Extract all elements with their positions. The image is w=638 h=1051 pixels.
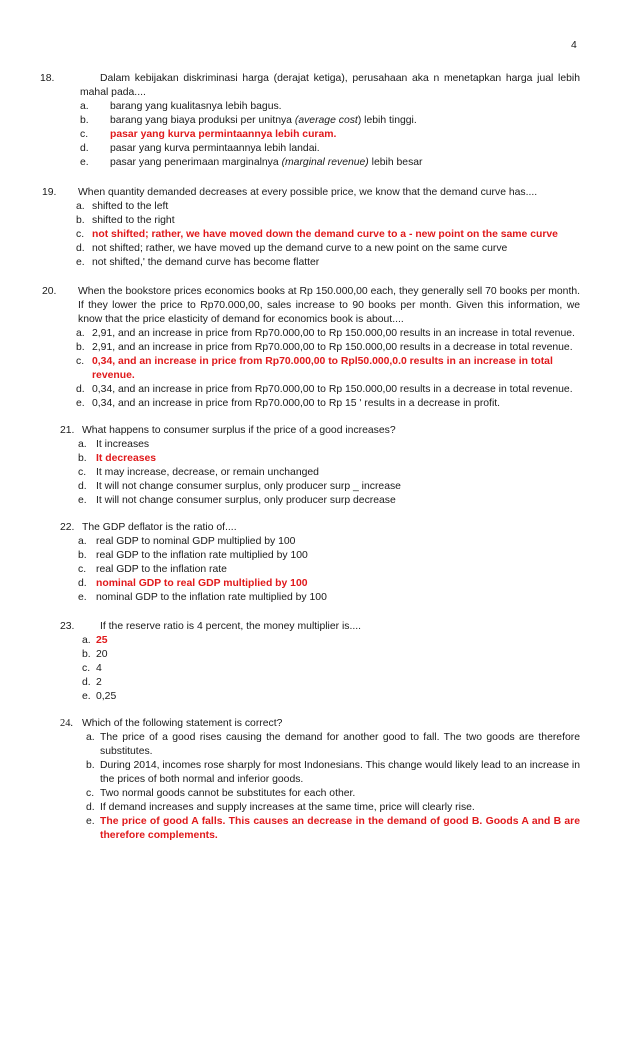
option-b: b. 20 <box>82 649 108 660</box>
option-a: a. The price of a good rises causing the demand for another good to fall. The two goods are therefore substitutes. <box>86 732 580 757</box>
option-d-correct-answer: d. nominal GDP to real GDP multiplied by 100 <box>78 578 308 589</box>
option-e: e. nominal GDP to the inflation rate multiplied by 100 <box>78 592 327 603</box>
question-text: When the bookstore prices economics books at Rp 150.000,00 each, they generally sell 70 books per month. If they lower the price to Rp70.000,00, sales increase to 90 books per month. Given this information, we know that the price elasticity of demand for economics book is about.... <box>78 286 580 325</box>
option-d: d. If demand increases and supply increases at the same time, price will clearly rise. <box>86 802 475 813</box>
question-number: 18. <box>40 73 55 84</box>
question-text: The GDP deflator is the ratio of.... <box>82 522 237 533</box>
option-e: e. 0,34, and an increase in price from Rp70.000,00 to Rp 15 ' results in a decrease in profit. <box>76 398 501 409</box>
option-e-correct-answer: e. The price of good A falls. This causes an decrease in the demand of good B. Goods A and B are therefore complements. <box>86 816 580 841</box>
question-stem <box>60 521 580 535</box>
question-number: 23. <box>60 621 75 632</box>
option-d: d. 2 <box>82 677 102 688</box>
question-23 <box>60 620 580 704</box>
option-c: c. Two normal goods cannot be substitutes for each other. <box>86 788 356 799</box>
option-b-correct-answer: b. It decreases <box>78 453 157 464</box>
question-text: Which of the following statement is correct? <box>82 718 283 729</box>
option-a: a. It increases <box>78 439 150 450</box>
option-d: d. It will not change consumer surplus, only producer surp _ increase <box>78 481 401 492</box>
question-stem <box>42 285 580 327</box>
option-a: a. 2,91, and an increase in price from Rp70.000,00 to Rp 150.000,00 results in an increase in total revenue. <box>76 328 575 339</box>
option-d: d. 0,34, and an increase in price from Rp70.000,00 to Rp 150.000,00 results in a decrease in total revenue. <box>76 384 573 395</box>
question-21 <box>60 424 580 508</box>
question-stem <box>60 424 580 438</box>
option-d: d. not shifted; rather, we have moved up the demand curve to a new point on the same curve <box>76 243 508 254</box>
option-b: b. real GDP to the inflation rate multiplied by 100 <box>78 550 308 561</box>
question-19 <box>42 186 580 270</box>
question-20 <box>42 285 580 411</box>
option-c: c. 4 <box>82 663 102 674</box>
question-22 <box>60 521 580 605</box>
option-a-correct-answer: a. 25 <box>82 635 108 646</box>
option-b: b. shifted to the right <box>76 215 175 226</box>
option-a: a. barang yang kualitasnya lebih bagus. <box>80 101 282 112</box>
option-c: c. It may increase, decrease, or remain unchanged <box>78 467 319 478</box>
option-e: e. pasar yang penerimaan marginalnya (marginal revenue) lebih besar <box>80 157 423 168</box>
question-number: 19. <box>42 187 57 198</box>
question-text: If the reserve ratio is 4 percent, the money multiplier is.... <box>100 621 362 632</box>
option-b: b. During 2014, incomes rose sharply for most Indonesians. This change would likely lead to an increase in the prices of both normal and inferior goods. <box>86 760 580 785</box>
option-e: e. not shifted,' the demand curve has become flatter <box>76 257 320 268</box>
question-stem <box>40 72 580 100</box>
option-b: b. barang yang biaya produksi per unitnya (average cost) lebih tinggi. <box>80 115 417 126</box>
option-c-correct-answer: c. pasar yang kurva permintaannya lebih curam. <box>80 129 337 140</box>
question-number: 24. <box>60 718 73 729</box>
question-text: What happens to consumer surplus if the price of a good increases? <box>82 425 396 436</box>
question-stem <box>60 620 580 634</box>
page-number: 4 <box>571 40 577 51</box>
option-a: a. real GDP to nominal GDP multiplied by 100 <box>78 536 296 547</box>
option-b: b. 2,91, and an increase in price from Rp70.000,00 to Rp 150.000,00 results in a decrease in total revenue. <box>76 342 573 353</box>
question-stem <box>60 717 580 731</box>
option-d: d. pasar yang kurva permintaannya lebih landai. <box>80 143 320 154</box>
question-18 <box>40 72 580 170</box>
question-number: 20. <box>42 286 57 297</box>
question-24 <box>60 717 580 843</box>
option-c-correct-answer: c. 0,34, and an increase in price from Rp70.000,00 to Rpl50.000,0.0 results in an increase in total revenue. <box>76 356 553 381</box>
option-a: a. shifted to the left <box>76 201 169 212</box>
question-stem <box>42 186 580 200</box>
option-e: e. It will not change consumer surplus, only producer surp decrease <box>78 495 396 506</box>
question-number: 22. <box>60 522 75 533</box>
option-e: e. 0,25 <box>82 691 117 702</box>
option-c: c. real GDP to the inflation rate <box>78 564 227 575</box>
option-c-correct-answer: c. not shifted; rather, we have moved down the demand curve to a - new point on the same curve <box>76 229 558 240</box>
question-text: When quantity demanded decreases at every possible price, we know that the demand curve has.... <box>78 187 538 198</box>
question-number: 21. <box>60 425 75 436</box>
question-text: Dalam kebijakan diskriminasi harga (derajat ketiga), perusahaan aka n menetapkan harga jual lebih mahal pada.... <box>80 73 580 98</box>
